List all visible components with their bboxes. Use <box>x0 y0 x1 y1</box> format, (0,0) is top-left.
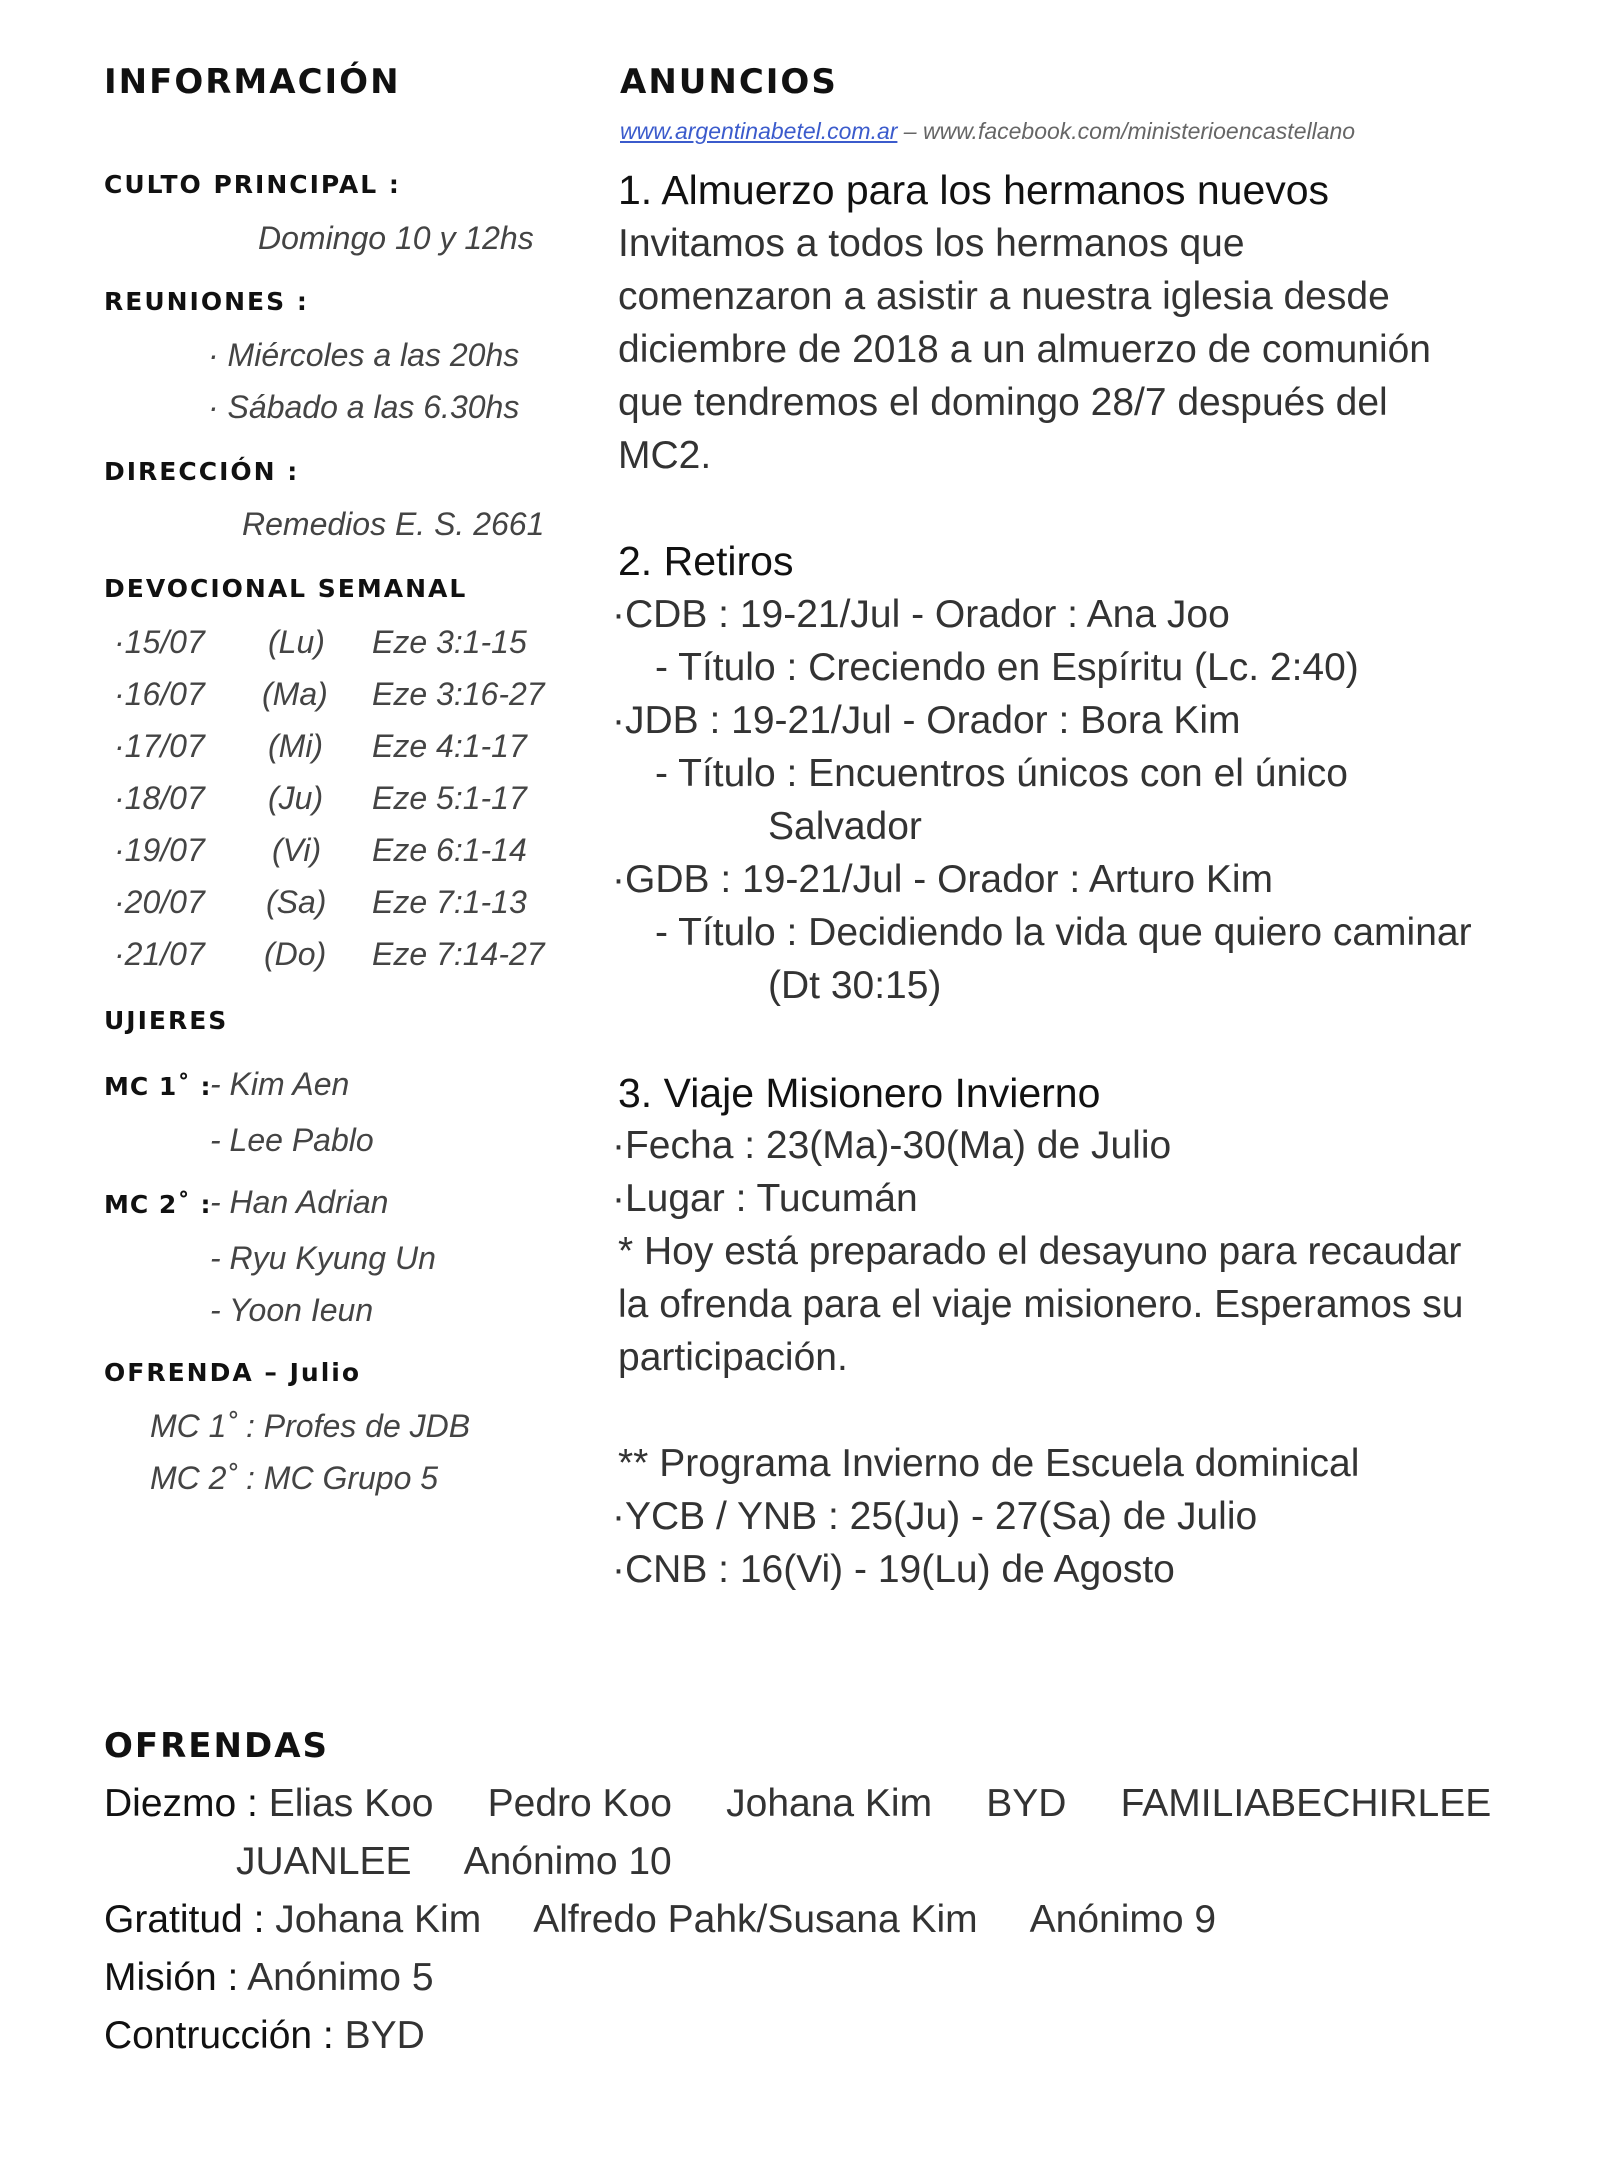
devocional-day: (Mi) <box>268 728 324 764</box>
devocional-day: (Ju) <box>268 780 324 816</box>
devocional-date: ·20/07 <box>114 884 205 920</box>
anuncio-line: ·JDB : 19-21/Jul - Orador : Bora Kim <box>612 699 1241 742</box>
devocional-date: ·16/07 <box>114 676 205 712</box>
anuncio-line: comenzaron a asistir a nuestra iglesia desde <box>618 275 1390 318</box>
anuncio-line: diciembre de 2018 a un almuerzo de comunión <box>618 328 1432 371</box>
anuncio-line: que tendremos el domingo 28/7 después del <box>618 381 1388 424</box>
gratitud-label: Gratitud : <box>104 1898 265 1941</box>
anuncio-line: Salvador <box>768 805 922 848</box>
culto-value: Domingo 10 y 12hs <box>258 220 534 256</box>
anuncio-line: - Título : Decidiendo la vida que quiero caminar <box>655 911 1472 954</box>
anuncio-line: MC2. <box>618 434 712 477</box>
devocional-date: ·19/07 <box>114 832 205 868</box>
anuncio-line: participación. <box>618 1336 848 1379</box>
diezmo-names-cont: JUANLEE Anónimo 10 <box>236 1840 672 1883</box>
ofrenda-item: MC 1˚ : Profes de JDB <box>150 1408 471 1444</box>
devocional-ref: Eze 7:1-13 <box>372 884 527 920</box>
culto-label: CULTO PRINCIPAL : <box>104 170 401 199</box>
devocional-ref: Eze 3:1-15 <box>372 624 527 660</box>
anuncio-line: ** Programa Invierno de Escuela dominical <box>618 1442 1360 1485</box>
anuncio-line: * Hoy está preparado el desayuno para recaudar <box>618 1230 1462 1273</box>
construccion-label: Contrucción : <box>104 2014 334 2057</box>
devocional-date: ·17/07 <box>114 728 205 764</box>
reunion-item: · Miércoles a las 20hs <box>208 337 520 373</box>
diezmo-row <box>104 1782 1491 1826</box>
mision-row <box>104 1956 434 2000</box>
direccion-value: Remedios E. S. 2661 <box>242 506 545 542</box>
anuncio-line: ·CNB : 16(Vi) - 19(Lu) de Agosto <box>612 1548 1175 1591</box>
reunion-item: · Sábado a las 6.30hs <box>208 389 520 425</box>
anuncio-line: (Dt 30:15) <box>768 964 942 1007</box>
ofrenda-label: OFRENDA – Julio <box>104 1358 362 1387</box>
devocional-day: (Vi) <box>272 832 322 868</box>
mc1-usher: - Lee Pablo <box>210 1122 374 1158</box>
anuncio-line: - Título : Creciendo en Espíritu (Lc. 2:40) <box>655 646 1359 689</box>
ofrendas-title: OFRENDAS <box>104 1726 330 1766</box>
devocional-date: ·21/07 <box>114 936 205 972</box>
devocional-label: DEVOCIONAL SEMANAL <box>104 574 468 603</box>
anuncio-heading: 3. Viaje Misionero Invierno <box>618 1070 1101 1116</box>
gratitud-names: Johana Kim Alfredo Pahk/Susana Kim Anónimo 9 <box>275 1898 1217 1941</box>
anuncios-title: ANUNCIOS <box>620 62 838 102</box>
direccion-label: DIRECCIÓN : <box>104 457 300 486</box>
devocional-ref: Eze 3:16-27 <box>372 676 545 712</box>
devocional-ref: Eze 6:1-14 <box>372 832 527 868</box>
anuncio-line: ·Fecha : 23(Ma)-30(Ma) de Julio <box>612 1124 1172 1167</box>
mc2-usher: - Han Adrian <box>210 1184 389 1220</box>
mision-label: Misión : <box>104 1956 239 1999</box>
anuncio-line: Invitamos a todos los hermanos que <box>618 222 1245 265</box>
anuncio-line: ·YCB / YNB : 25(Ju) - 27(Sa) de Julio <box>612 1495 1258 1538</box>
diezmo-label: Diezmo : <box>104 1782 258 1825</box>
mc2-usher: - Ryu Kyung Un <box>210 1240 436 1276</box>
anuncio-line: la ofrenda para el viaje misionero. Esperamos su <box>618 1283 1464 1326</box>
anuncio-line: ·CDB : 19-21/Jul - Orador : Ana Joo <box>612 593 1230 636</box>
construccion-names: BYD <box>344 2014 425 2057</box>
mc2-label: MC 2˚ : <box>104 1190 212 1219</box>
construccion-row <box>104 2014 425 2058</box>
diezmo-names: Elias Koo Pedro Koo Johana Kim BYD FAMILIABECHIRLEE <box>268 1782 1492 1825</box>
ofrenda-item: MC 2˚ : MC Grupo 5 <box>150 1460 439 1496</box>
devocional-date: ·18/07 <box>114 780 205 816</box>
anuncio-line: ·GDB : 19-21/Jul - Orador : Arturo Kim <box>612 858 1274 901</box>
anuncio-line: - Título : Encuentros únicos con el único <box>655 752 1348 795</box>
gratitud-row <box>104 1898 1216 1942</box>
mc1-usher: - Kim Aen <box>210 1066 350 1102</box>
anuncio-heading: 2. Retiros <box>618 538 794 584</box>
anuncio-line: ·Lugar : Tucumán <box>612 1177 918 1220</box>
website-link[interactable]: www.argentinabetel.com.ar <box>620 118 898 144</box>
devocional-day: (Lu) <box>268 624 325 660</box>
facebook-text: – www.facebook.com/ministerioencastellano <box>897 118 1356 144</box>
reuniones-label: REUNIONES : <box>104 287 309 316</box>
devocional-date: ·15/07 <box>114 624 205 660</box>
mc1-label: MC 1˚ : <box>104 1072 212 1101</box>
devocional-day: (Sa) <box>266 884 327 920</box>
anuncio-heading: 1. Almuerzo para los hermanos nuevos <box>618 167 1330 213</box>
mision-names: Anónimo 5 <box>247 1956 434 1999</box>
devocional-day: (Do) <box>264 936 327 972</box>
ujieres-label: UJIERES <box>104 1006 229 1035</box>
links-line <box>620 118 1355 145</box>
mc2-usher: - Yoon Ieun <box>210 1292 374 1328</box>
info-title: INFORMACIÓN <box>104 62 401 102</box>
devocional-ref: Eze 7:14-27 <box>372 936 545 972</box>
devocional-ref: Eze 4:1-17 <box>372 728 527 764</box>
devocional-day: (Ma) <box>262 676 328 712</box>
devocional-ref: Eze 5:1-17 <box>372 780 527 816</box>
